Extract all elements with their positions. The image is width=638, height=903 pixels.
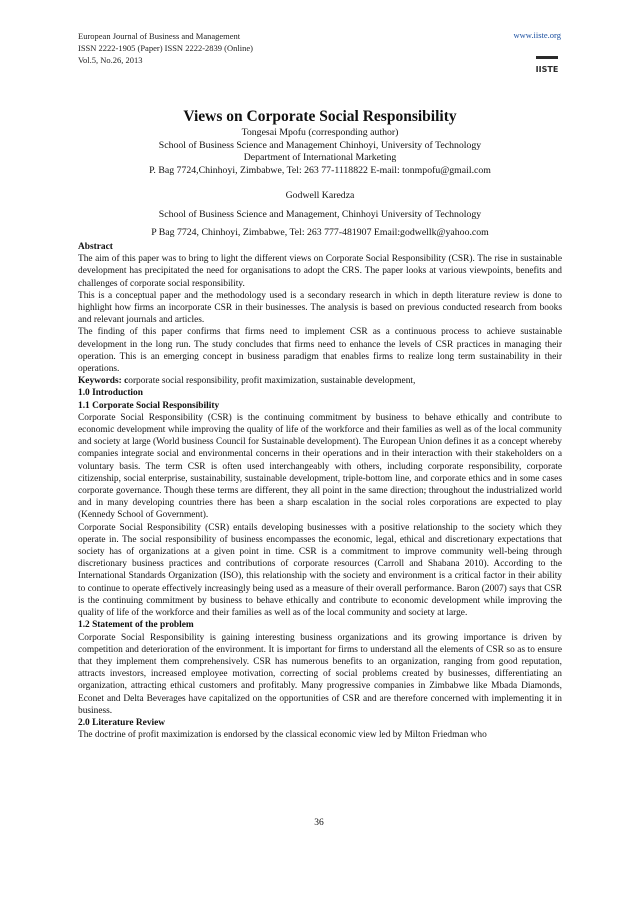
body-paragraph: Corporate Social Responsibility (CSR) entails developing businesses with a positive relationship to the society which they operate in. The social responsibility of business encompasses the economic, legal, ethical and discretionary expectations that society has of organizations at a given point in time. CSR is a commitment to improve community well-being through discretionary business practices and contributions of corporate resources (Carroll and Shabana 2010). According to the International Standards Organization (ISO), this relationship with the society and environment is a critical factor in their ability to continue to operate effectively increasingly being used as a measure of their overall performance. Baron (2007) says that CSR is the continuing commitment by business to behave ethically and contribute to economic development while improving the quality of life of the workforce and their families as well as of the local community and society at large. [78,522,562,619]
section-heading: 2.0 Literature Review [78,717,166,728]
abstract-paragraph: The aim of this paper was to bring to light the different views on Corporate Social Responsibility (CSR). The rise in sustainable development has precipitated the need for organisations to adopt the CRS. The paper looks at various viewpoints, benefits and challenges of corporate social responsibility. [78,254,562,289]
author-1-affiliation: School of Business Science and Management Chinhoyi, University of Technology [158,139,482,151]
journal-header [78,30,562,66]
body-paragraph: Corporate Social Responsibility is gaining interesting business organizations and its growing importance is driven by competition and deterioration of the environment. It is important for firms to understand all the elements of CSR so as to ensure that they implement them comprehensively. CSR has numerous benefits to an organization, ranging from good reputation, attracts investors, increased employee motivation, correcting of social problems created by businesses, differentiating an organization, attracting ethical customers and profitably. Many progressive companies in Zimbabwe like Mbada Diamonds, Econet and Delta Beverages have capitalized on the opportunities of CSR and are therefore concerned with implementing it in business. [78,632,562,716]
abstract-heading: Abstract [78,242,113,252]
journal-name: European Journal of Business and Management [78,31,241,41]
paper-body [78,241,562,741]
body-paragraph: Corporate Social Responsibility (CSR) is the continuing commitment by business to behave ethically and contribute to economic development while improving the quality of life of the workforce and their families as well as of the local community and society at large (World business Council for Sustainable development). The European Union defines it as a concept whereby companies integrate social and environmental concerns in their operations and in their interaction with their stakeholders on a voluntary basis. The term CSR is often used interchangeably with others, including corporate responsibility, corporate citizenship, social enterprise, sustainability, sustainable development, triple-bottom line, and corporate ethics and in some cases corporate governance. Though these terms are different, they all point in the same direction; throughout the industrialized world and in many developing countries there has been a sharp escalation in the social roles corporations are expected to play (Kennedy School of Government). [78,412,562,521]
title-block [78,107,562,240]
author-1-contact: P. Bag 7724,Chinhoyi, Zimbabwe, Tel: 263 77-1118822 E-mail: tonmpofu@gmail.com [149,165,491,177]
author-1-name: Tongesai Mpofu (corresponding author) [241,127,399,138]
section-heading: 1.0 Introduction [78,388,143,399]
keywords-text: orporate social responsibility, profit maximization, sustainable development, [128,376,416,387]
abstract-paragraph: This is a conceptual paper and the methodology used is a secondary research in which in depth literature review is done to highlight how firms an incorporate CSR in their businesses. The analysis is based on previous conducted research from books and relevant journals and articles. [78,290,562,326]
logo-text: IISTE [535,65,559,74]
keywords-label: Keywords: c [78,376,129,387]
issn-line: ISSN 2222-1905 (Paper) ISSN 2222-2839 (Online) [78,43,253,53]
author-2-name: Godwell Karedza [285,189,355,201]
abstract-paragraph: The finding of this paper confirms that firms need to implement CSR as a continuous process to achieve sustainable development in the long run. The study concludes that firms need to enhance the levels of CSR practices in managing their operation. This is an emerging concept in business paradigm that enables firms to realize long term sustainability in their operations. [78,327,562,375]
keywords-line [78,375,562,387]
iiste-logo-icon [534,54,560,76]
volume-line: Vol.5, No.26, 2013 [78,55,143,65]
subsection-heading: 1.2 Statement of the problem [78,620,194,631]
body-paragraph: The doctrine of profit maximization is endorsed by the classical economic view led by Milton Friedman who [78,730,487,741]
author-1-department: Department of International Marketing [243,152,397,164]
page-number: 36 [314,818,324,828]
paper-title: Views on Corporate Social Responsibility [183,108,457,125]
author-2-contact: P Bag 7724, Chinhoyi, Zimbabwe, Tel: 263 777-481907 Email:godwellk@yahoo.com [151,227,489,239]
subsection-heading: 1.1 Corporate Social Responsibility [78,400,220,411]
journal-url-link[interactable]: www.iiste.org [513,30,561,40]
author-2-affiliation: School of Business Science and Management, Chinhoyi University of Technology [158,208,482,220]
